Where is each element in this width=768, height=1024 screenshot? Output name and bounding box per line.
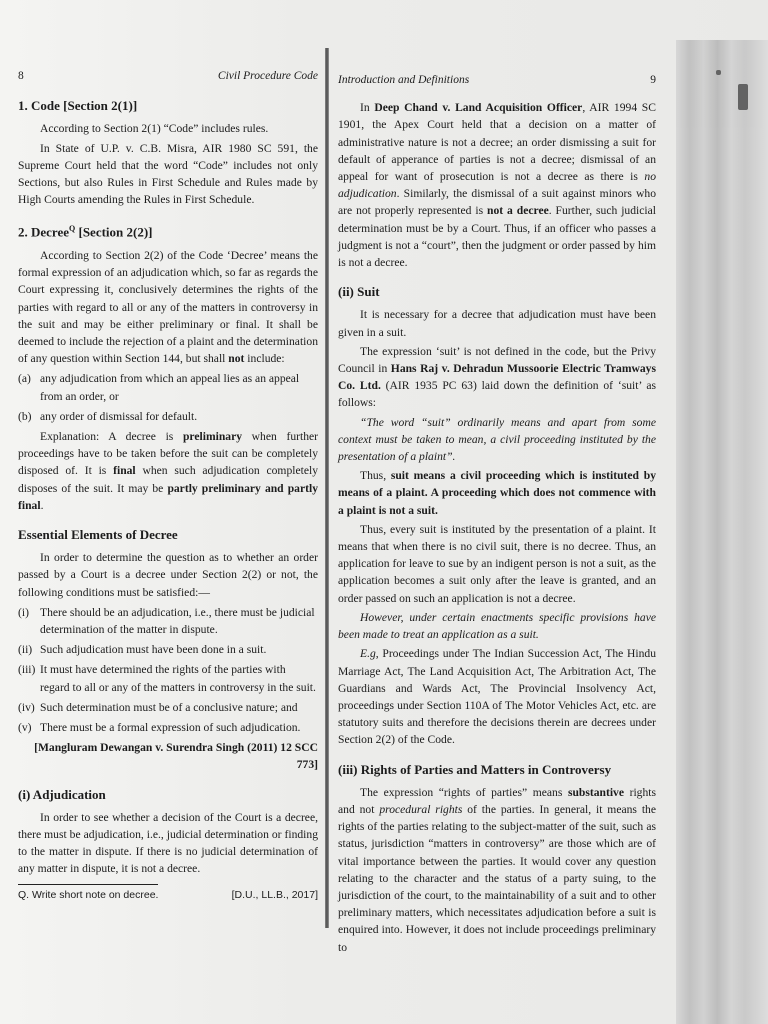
paragraph-text: Thus,: [360, 469, 391, 483]
explanation-text: when further proceedings have to be taken before the suit can be completely disposed of. It is: [18, 429, 318, 478]
list-item: [18, 719, 318, 736]
list-item-number: (a): [18, 372, 31, 386]
decree-heading: [18, 220, 318, 241]
footnote-rule: [18, 884, 158, 885]
deep-chand-paragraph: [338, 99, 656, 271]
page-number: 9: [650, 74, 656, 86]
adjudication-heading: (i) Adjudication: [18, 786, 106, 802]
suit-paragraph-5: However, under certain enactments specific provisions have been made to treat an application as a suit.: [338, 610, 656, 642]
list-item-text: It must have determined the rights of the parties with regard to all or any of the matters in controversy in the suit.: [40, 663, 316, 694]
scan-speck: [738, 84, 748, 110]
list-item: [18, 604, 318, 638]
suit-paragraph-2: [338, 343, 656, 412]
paragraph-text: The expression ‘suit’ is not defined in the code, but the Privy Council in: [338, 344, 656, 376]
rights-paragraph: [338, 784, 656, 956]
page-number: 8: [18, 70, 24, 82]
paragraph-text: rights and not: [338, 785, 656, 816]
paragraph-text: In: [360, 101, 375, 115]
paragraph-text: . Similarly, the dismissal of a suit against minors who are not properly represented is: [338, 187, 656, 218]
code-heading: 1. Code [Section 2(1)]: [18, 98, 138, 114]
list-item-text: Such determination must be of a conclusive nature; and: [40, 700, 298, 714]
list-item-number: (i): [18, 605, 29, 619]
right-page-header: [338, 72, 656, 89]
explanation-bold: final: [113, 464, 136, 478]
right-page: [338, 72, 656, 958]
running-head: Introduction and Definitions: [338, 74, 470, 86]
paragraph-text: . Further, such judicial determination must be by a Court. Thus, if an officer who passes a judgment is not a “court”, then the judgment or order passed by him is not a decree.: [338, 204, 656, 270]
explanation-paragraph: [18, 428, 318, 514]
decree-text-end: include:: [244, 352, 285, 366]
case-name: Hans Raj v. Dehradun Mussoorie Electric Tramways Co. Ltd.: [338, 362, 656, 393]
paragraph-bold: substantive: [567, 785, 625, 799]
suit-paragraph-4: Thus, every suit is instituted by the presentation of a plaint. It means that when there is no civil suit, there is no decree. Thus, an application for leave to sue by an indigent person is not a suit, as the application becomes a suit only after the leave is granted, and an order passed on such an application is not a decree.: [338, 522, 656, 605]
list-item: [18, 699, 318, 716]
suit-paragraph-3: [338, 467, 656, 519]
list-item-text: There should be an adjudication, i.e., there must be judicial determination of the matter in dispute.: [40, 605, 315, 637]
explanation-text: when such adjudication completely disposes of the suit. It may be: [18, 464, 318, 495]
case-citation: [Mangluram Dewangan v. Surendra Singh (2011) 12 SCC 773]: [34, 741, 318, 772]
list-item: [18, 661, 318, 695]
footnote-text: Q. Write short note on decree.: [18, 888, 159, 901]
question-mark-superscript: Q: [69, 224, 76, 234]
paragraph-text: (AIR 1935 PC 63) laid down the definition of ‘suit’ as follows:: [338, 379, 656, 410]
list-item: [18, 641, 318, 658]
paragraph-text: , Proceedings under The Indian Succession Act, The Hindu Marriage Act, The Land Acquisition Act, The Arbitration Act, The Guardians and Wards Act, The Provincial Insolvency Act, proceedings under Section 110A of The Motor Vehicles Act, etc. are statutory suits and therefore the decisions therein are decrees under Section 2(2) of the Code.: [338, 647, 656, 747]
explanation-text: .: [40, 498, 44, 512]
left-page: [18, 68, 318, 904]
decree-text: According to Section 2(2) of the Code ‘Decree’ means the formal expression of an adjudication which, so far as regards the Court expressing it, conclusively determines the rights of the parties with regard to all or any of the matters in controversy in the suit and may be either preliminary or final. It shall be deemed to include the rejection of a plaint and the determination of any question within Section 144, but shall: [18, 248, 318, 366]
list-item-text: Such adjudication must have been done in a suit.: [40, 643, 267, 657]
paragraph-bold: suit means a civil proceeding which is instituted by means of a plaint. A proceeding which does not commence with a plaint is not a suit.: [338, 469, 656, 517]
paragraph-text: The expression “rights of parties” means: [360, 785, 568, 799]
essential-intro: In order to determine the question as to whether an order passed by a Court is a decree under Section 2(2) or not, the following conditions must be satisfied:—: [18, 551, 318, 599]
suit-quote: “The word “suit” ordinarily means and apart from some context must be taken to mean, a civil proceeding instituted by the presentation of a plaint”.: [338, 415, 656, 464]
list-item-text: any order of dismissal for default.: [40, 409, 198, 423]
list-item: [18, 408, 318, 425]
explanation-text: Explanation: A decree is: [40, 429, 183, 443]
suit-paragraph-6: [338, 645, 656, 748]
list-item-text: There must be a formal expression of such adjudication.: [40, 721, 301, 735]
footnote: [18, 887, 318, 904]
code-paragraph-1: According to Section 2(1) “Code” includes rules.: [40, 122, 269, 136]
suit-paragraph-1: It is necessary for a decree that adjudication must have been given in a suit.: [338, 308, 656, 339]
footnote-source: [D.U., LL.B., 2017]: [231, 888, 318, 901]
essential-elements-heading: Essential Elements of Decree: [18, 527, 178, 542]
rights-heading: (iii) Rights of Parties and Matters in Controversy: [338, 761, 612, 777]
decree-paragraph: [18, 247, 318, 367]
list-item-text: any adjudication from which an appeal lies as an appeal from an order, or: [40, 372, 300, 403]
paragraph-italic: no adjudication: [338, 170, 656, 201]
explanation-bold: preliminary: [182, 429, 243, 443]
code-paragraph-2: In State of U.P. v. C.B. Misra, AIR 1980 SC 591, the Supreme Court held that the word “Code” includes not only Sections, but also Rules in First Schedule and Rules made by High Courts amending the Rules in First Schedule.: [18, 141, 318, 207]
list-item-number: (v): [18, 721, 32, 735]
scan-speck: [716, 70, 721, 75]
adjacent-page-edge: [676, 40, 768, 1024]
paragraph-italic: procedural rights: [379, 802, 463, 816]
list-item: [18, 370, 318, 404]
list-item-number: (iii): [18, 663, 36, 677]
paragraph-bold: not a decree: [487, 204, 549, 218]
list-item-number: (ii): [18, 643, 33, 657]
list-item-number: (b): [18, 409, 32, 423]
running-head: Civil Procedure Code: [217, 70, 318, 82]
paragraph-text: of the parties. In general, it means the rights of the parties relating to the subject-matter of the suit, such as status, jurisdiction “matters in controversy” are those which are of vital importance between the parties. It would cover any question relating to the character and the status of a party suing, to the jurisdiction of the court, to the maintainability of a suit and to other preliminary matters, which necessitates adjudication before a suit is enquired into. However, it does not include proceedings preliminary to: [338, 802, 656, 954]
decree-heading-section: [Section 2(2)]: [75, 224, 153, 240]
suit-heading: (ii) Suit: [338, 284, 380, 300]
case-name: Deep Chand v. Land Acquisition Officer: [374, 101, 583, 115]
list-item-number: (iv): [18, 700, 35, 714]
explanation-bold: partly preliminary and partly final: [18, 481, 318, 512]
paragraph-text: , AIR 1994 SC 1901, the Apex Court held that a decision on a matter of administrative nature is not a decree; an order dismissing a suit for default of apperance of parties is not a decree; dismissal of an appeal for want of prosecution is not a decree as there is: [338, 101, 656, 184]
adjudication-paragraph: In order to see whether a decision of the Court is a decree, there must be adjudication, i.e., judicial determination or finding to the matter in dispute. If there is no judicial determination of any matter in dispute, it is not a decree.: [18, 810, 318, 876]
decree-text-bold: not: [228, 352, 245, 366]
book-gutter: [325, 48, 329, 928]
left-page-header: [18, 68, 318, 85]
paragraph-italic: E.g: [360, 647, 376, 661]
decree-heading-text: 2. Decree: [18, 224, 70, 240]
